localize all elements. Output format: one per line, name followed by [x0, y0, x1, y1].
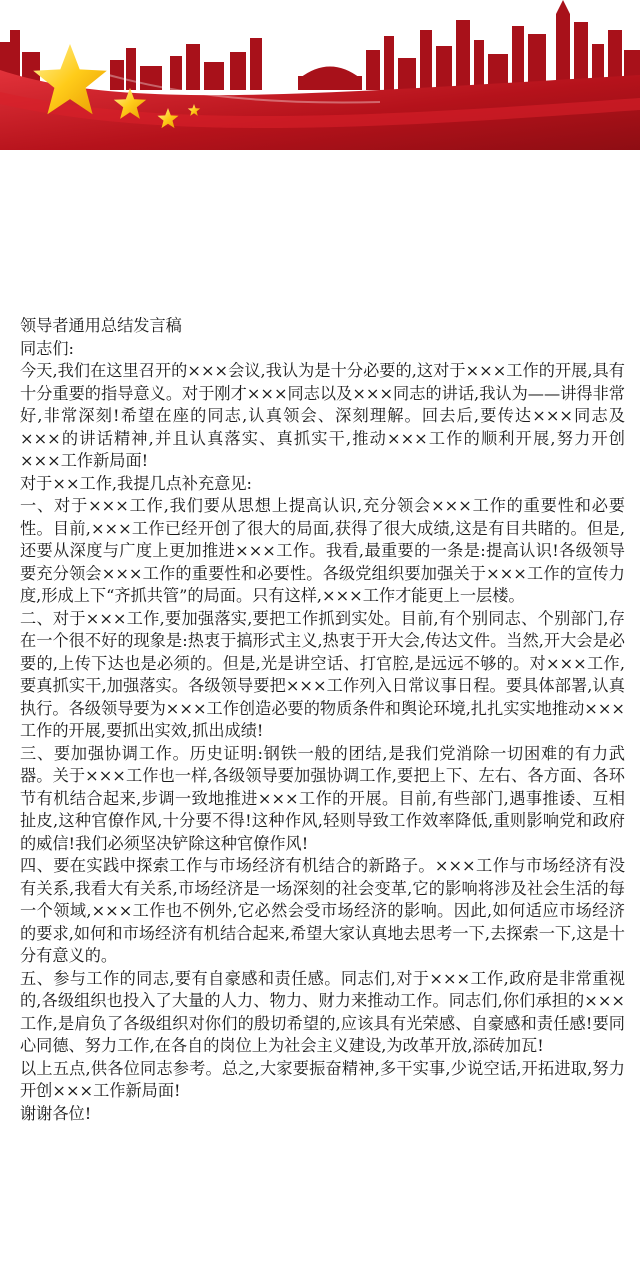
paragraph: 今天,我们在这里召开的×××会议,我认为是十分必要的,这对于×××工作的开展,具有十分重要的指导意义。对于刚才×××同志以及×××同志的讲话,我认为——讲得非常好,非常深刻!希望在座的同志,认真领会、深刻理解。回去后,要传达×××同志及×××的讲话精神,并且认真落实、真抓实干,推动×××工作的顺利开展,努力开创×××工作新局面!: [20, 361, 625, 470]
header-banner: [0, 0, 640, 150]
salutation: 同志们:: [20, 338, 75, 358]
document-title: 领导者通用总结发言稿: [20, 316, 182, 335]
paragraph: 二、对于×××工作,要加强落实,要把工作抓到实处。目前,有个别同志、个别部门,存在一个很不好的现象是:热衷于搞形式主义,热衷于开大会,传达文件。当然,开大会是必要的,上传下达也是必须的。但是,光是讲空话、打官腔,是远远不够的。对×××工作,要真抓实干,加强落实。各级领导要把×××工作列入日常议事日程。要具体部署,认真执行。各级领导要为×××工作创造必要的物质条件和舆论环境,扎扎实实地推动×××工作的开展,要抓出实效,抓出成绩!: [20, 608, 625, 740]
paragraph: 对于××工作,我提几点补充意见:: [20, 473, 252, 493]
paragraph: 四、要在实践中探索工作与市场经济有机结合的新路子。×××工作与市场经济有没有关系,我看大有关系,市场经济是一场深刻的社会变革,它的影响将涉及社会生活的每一个领域,×××工作也不例外,它必然会受市场经济的影响。因此,如何适应市场经济的要求,如何和市场经济有机结合起来,希望大家认真地去思考一下,去探索一下,这是十分有意义的。: [20, 856, 625, 965]
closing: 谢谢各位!: [20, 1103, 92, 1123]
speech-document: [20, 315, 625, 1125]
paragraph: 五、参与工作的同志,要有自豪感和责任感。同志们,对于×××工作,政府是非常重视的,各级组织也投入了大量的人力、物力、财力来推动工作。同志们,你们承担的×××工作,是肩负了各级组织对你们的殷切希望的,应该具有光荣感、自豪感和责任感!要同心同德、努力工作,在各自的岗位上为社会主义建设,为改革开放,添砖加瓦!: [20, 968, 625, 1055]
paragraph: 以上五点,供各位同志参考。总之,大家要振奋精神,多干实事,少说空话,开拓进取,努力开创×××工作新局面!: [20, 1058, 625, 1100]
paragraph: 一、对于×××工作,我们要从思想上提高认识,充分领会×××工作的重要性和必要性。目前,×××工作已经开创了很大的局面,获得了很大成绩,这是有目共睹的。但是,还要从深度与广度上更加推进×××工作。我看,最重要的一条是:提高认识!各级领导要充分领会×××工作的重要性和必要性。各级党组织要加强关于×××工作的宣传力度,形成上下“齐抓共管”的局面。只有这样,×××工作才能更上一层楼。: [20, 496, 625, 605]
paragraph: 三、要加强协调工作。历史证明:钢铁一般的团结,是我们党消除一切困难的有力武器。关于×××工作也一样,各级领导要加强协调工作,要把上下、左右、各方面、各环节有机结合起来,步调一致地推进×××工作的开展。目前,有些部门,遇事推诿、互相扯皮,这种官僚作风,十分要不得!这种作风,轻则导致工作效率降低,重则影响党和政府的威信!我们必须坚决铲除这种官僚作风!: [20, 743, 625, 853]
